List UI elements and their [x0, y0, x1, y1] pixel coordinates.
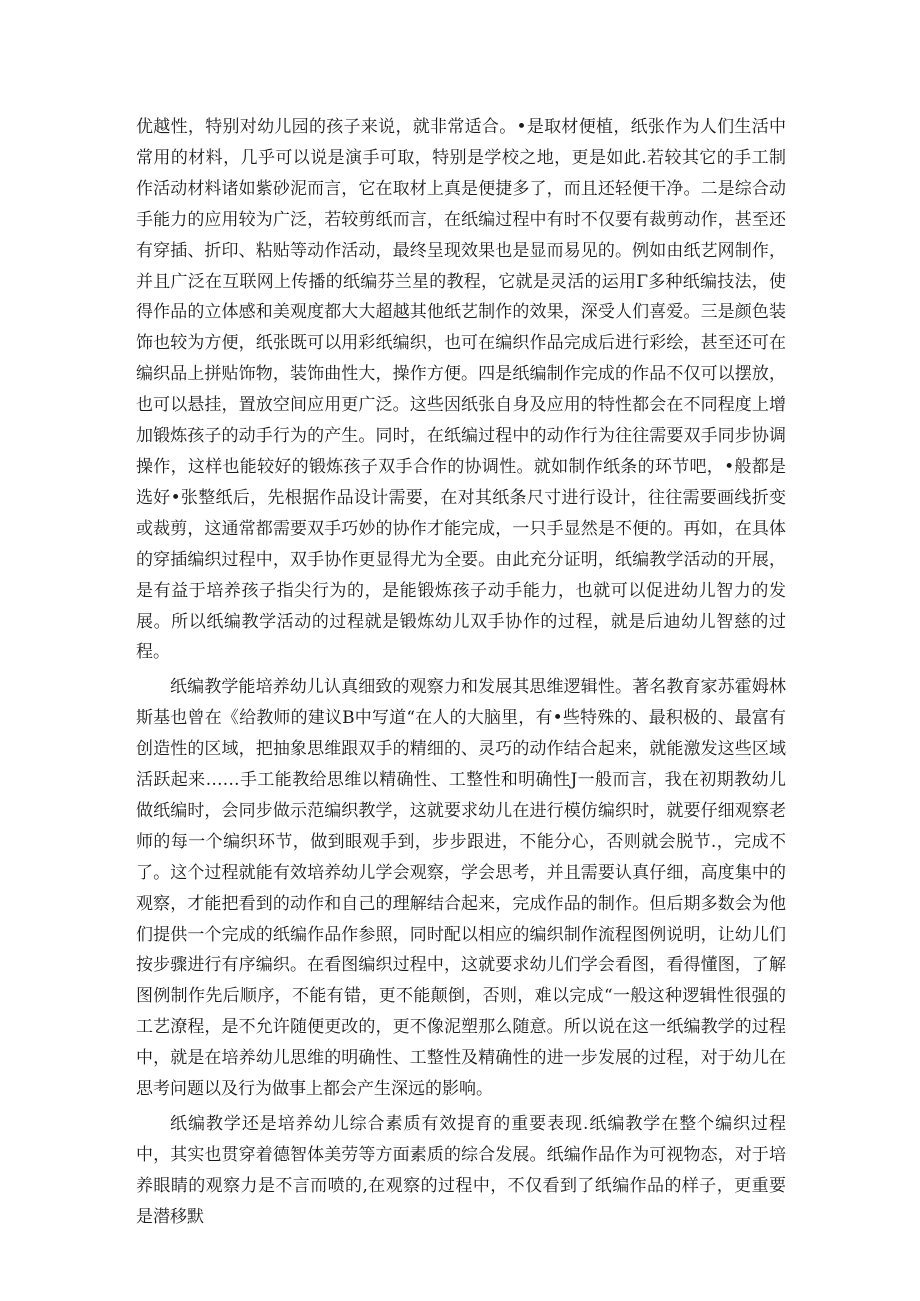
paragraph-1: 优越性，特别对幼儿园的孩子来说，就非常适合。•是取材便植，纸张作为人们生活中常用的材料，几乎可以说是演手可取，特别是学校之地，更是如此.若较其它的手工制作活动材料诸如紫砂泥而言，它在取材上真是便捷多了，而且还轻便干净。二是综合动手能力的应用较为广泛，若较剪纸而言，在纸编过程中有时不仅要有裁剪动作，甚至还有穿插、折印、粘贴等动作活动，最终呈现效果也是显而易见的。例如由纸艺网制作，并且广泛在互联网上传播的纸编芬兰星的教程，它就是灵活的运用Γ多种纸编技法，使得作品的立体感和美观度都大大超越其他纸艺制作的效果，深受人们喜爱。三是颜色装饰也较为方便，纸张既可以用彩纸编织，也可在编织作品完成后进行彩绘，甚至还可在编织品上拼贴饰物，装饰曲性大，操作方便。四是纸编制作完成的作品不仅可以摆放，也可以悬挂，置放空间应用更广泛。这些因纸张自身及应用的特性都会在不同程度上增加锻炼孩子的动手行为的产生。同时，在纸编过程中的动作行为往往需要双手同步协调操作，这样也能较好的锻炼孩子双手合作的协调性。就如制作纸条的环节吧，•般都是选好•张整纸后，先根据作品设计需要，在对其纸条尺寸进行设计，往往需要画线折变或裁剪，这通常都需要双手巧妙的协作才能完成，一只手显然是不便的。再如，在具体的穿插编织过程中，双手协作更显得尤为全要。由此充分证明，纸编教学活动的开展，是有益于培养孩子指尖行为的，是能锻炼孩子动手能力，也就可以促进幼儿智力的发展。所以纸编教学活动的过程就是锻炼幼儿双手协作的过程，就是后迪幼儿智慈的过程。: [136, 117, 786, 663]
document-page: [136, 112, 786, 1233]
paragraph-2: 纸编教学能培养幼儿认真细致的观察力和发展其思维逻辑性。著名教育家苏霍姆林斯基也曾在《给教师的建议B中写道“在人的大脑里，有•些特殊的、最积极的、最富有创造性的区域，把抽象思维跟双手的精细的、灵巧的动作结合起来，就能激发这些区域活跃起来……手工能教给思维以精确性、工整性和明确性J一般而言，我在初期教幼儿做纸编时，会同步做示范编织教学，这就要求幼儿在进行模仿编织时，就要仔细观察老师的每一个编织环节，做到眼观手到，步步跟进，不能分心，否则就会脱节.，完成不了。这个过程就能有效培养幼儿学会观察，学会思考，并且需要认真仔细，高度集中的观察，才能把看到的动作和自己的理解结合起来，完成作品的制作。但后期多数会为他们提供一个完成的纸编作品作参照，同时配以相应的编织制作流程图例说明，让幼儿们按步骤进行有序编织。在看图编织过程中，这就要求幼儿们学会看图，看得懂图，了解图例制作先后顺序，不能有错，更不能颠倒，否则，难以完成“一般这种逻辑性很强的工艺潦程，是不允许随便更改的，更不像泥塑那么随意。所以说在这一纸编教学的过程中，就是在培养幼儿思维的明确性、工整性及精确性的进一步发展的过程，对于幼儿在思考问题以及行为做事上都会产生深远的影响。: [136, 677, 786, 1100]
paragraph-3: 纸编教学还是培养幼儿综合素质有效提育的重要表现.纸编教学在整个编织过程中，其实也贯穿着德智体美劳等方面素质的综合发展。纸编作品作为可视物态，对于培养眼睛的观察力是不言而喷的,在观察的过程中，不仅看到了纸编作品的样子，更重要是潜移默: [136, 1114, 786, 1227]
